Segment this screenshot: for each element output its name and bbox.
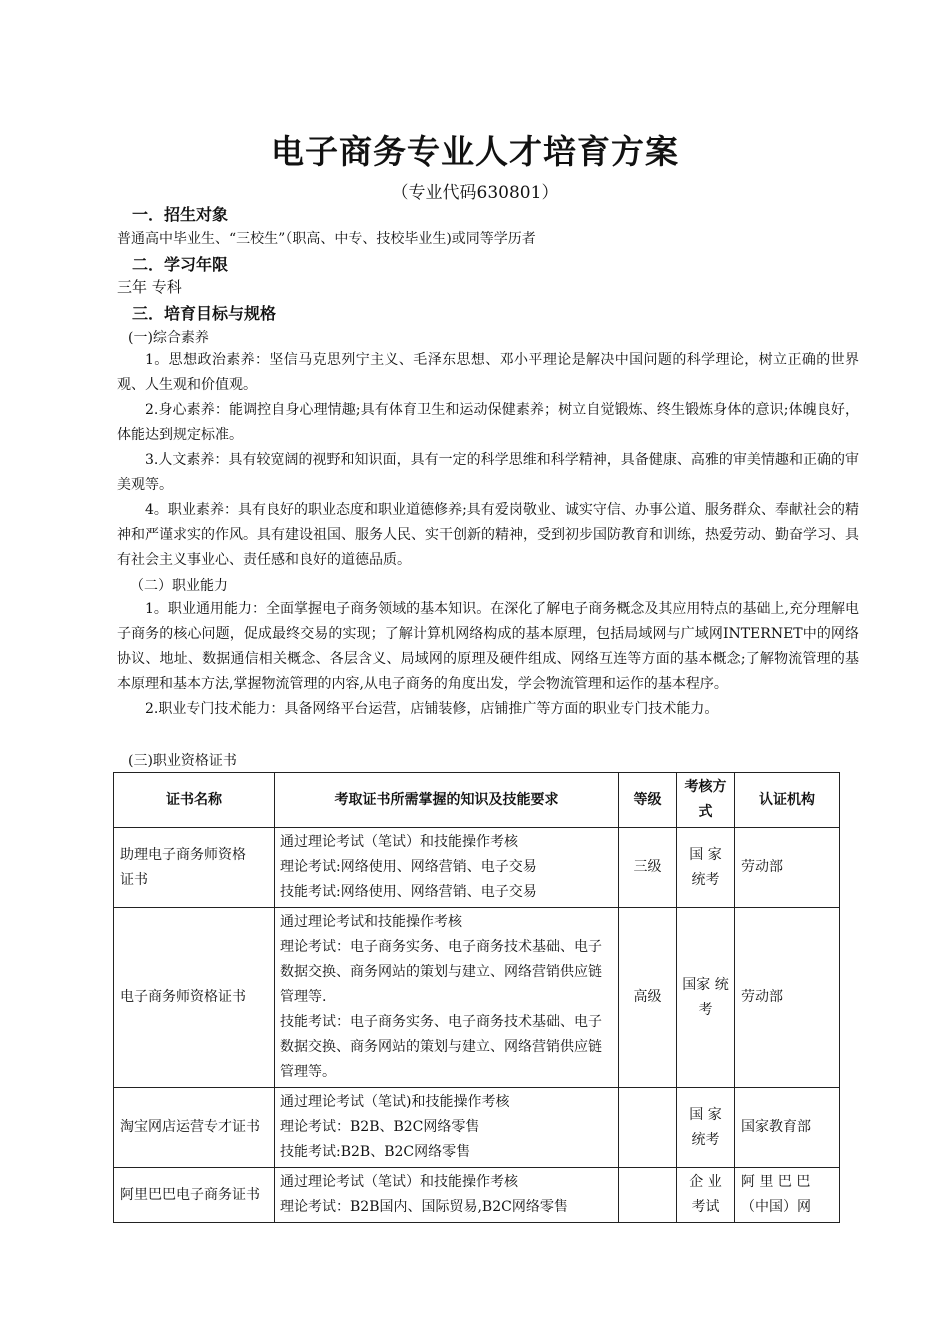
cert-requirements — [275, 1088, 619, 1168]
cert-method: 国家 统考 — [677, 908, 735, 1088]
section-heading-goals: 三．培育目标与规格 — [132, 304, 277, 323]
column-header: 认证机构 — [735, 773, 840, 828]
page-title: 电子商务专业人才培育方案 — [271, 132, 679, 171]
cert-org: 劳动部 — [735, 908, 840, 1088]
requirement-line: 理论考试：B2B、B2C网络零售 — [280, 1119, 480, 1135]
duration-text: 三年 专科 — [117, 278, 182, 296]
paragraph: 3.人文素养：具有较宽阔的视野和知识面，具有一定的科学思维和科学精神，具备健康、高雅的审美情趣和正确的审美观等。 — [117, 452, 859, 493]
table-header-row — [114, 773, 840, 828]
certificate-table — [113, 772, 840, 1223]
cert-org: 阿 里 巴 巴（中国）网 — [735, 1168, 840, 1223]
cert-level — [619, 1168, 677, 1223]
cert-org: 劳动部 — [735, 828, 840, 908]
subsection-vocational: （二）职业能力 — [130, 578, 228, 594]
cert-requirements — [275, 908, 619, 1088]
cert-method: 国 家 统考 — [677, 1088, 735, 1168]
cert-level: 高级 — [619, 908, 677, 1088]
cert-method: 企 业 考试 — [677, 1168, 735, 1223]
requirement-line: 理论考试:网络使用、网络营销、电子交易 — [280, 859, 537, 875]
requirement-line: 技能考试:B2B、B2C网络零售 — [280, 1144, 471, 1160]
section-heading-enrollment: 一．招生对象 — [132, 205, 229, 224]
column-header: 等级 — [619, 773, 677, 828]
subsection-certificates: (三)职业资格证书 — [128, 753, 237, 769]
page-subtitle: （专业代码630801） — [391, 183, 559, 203]
requirement-line: 通过理论考试（笔试)和技能操作考核 — [280, 1094, 510, 1110]
requirement-line: 通过理论考试（笔试）和技能操作考核 — [280, 1174, 518, 1190]
subsection-comprehensive: (一)综合素养 — [128, 330, 209, 346]
cert-level — [619, 1088, 677, 1168]
column-header: 考取证书所需掌握的知识及技能要求 — [275, 773, 619, 828]
cert-requirements — [275, 1168, 619, 1223]
cert-name: 电子商务师资格证书 — [114, 908, 275, 1088]
section-heading-duration: 二．学习年限 — [132, 255, 229, 274]
cert-requirements — [275, 828, 619, 908]
paragraph: 2.职业专门技术能力：具备网络平台运营，店铺装修，店铺推广等方面的职业专门技术能力。 — [145, 701, 719, 717]
requirement-line: 技能考试:网络使用、网络营销、电子交易 — [280, 884, 537, 900]
table-row — [114, 828, 840, 908]
paragraph: 2.身心素养：能调控自身心理情趣;具有体育卫生和运动保健素养；树立自觉锻炼、终生锻炼身体的意识;体魄良好，体能达到规定标准。 — [117, 402, 859, 443]
comprehensive-paragraphs — [117, 348, 859, 573]
cert-method: 国 家 统考 — [677, 828, 735, 908]
cert-org: 国家教育部 — [735, 1088, 840, 1168]
table-row — [114, 1088, 840, 1168]
vocational-paragraphs — [117, 597, 859, 722]
column-header: 考核方式 — [677, 773, 735, 828]
requirement-line: 通过理论考试和技能操作考核 — [280, 914, 462, 930]
paragraph: 4。职业素养：具有良好的职业态度和职业道德修养;具有爱岗敬业、诚实守信、办事公道、服务群众、奉献社会的精神和严谨求实的作风。具有建设祖国、服务人民、实干创新的精神，受到初步国防教育和训练，热爱劳动、勤奋学习、具有社会主义事业心、责任感和良好的道德品质。 — [117, 502, 859, 568]
cert-name: 淘宝网店运营专才证书 — [114, 1088, 275, 1168]
requirement-line: 通过理论考试（笔试）和技能操作考核 — [280, 834, 518, 850]
paragraph: 1。思想政治素养：坚信马克思列宁主义、毛泽东思想、邓小平理论是解决中国问题的科学理论，树立正确的世界观、人生观和价值观。 — [117, 352, 859, 393]
requirement-line: 理论考试：B2B国内、国际贸易,B2C网络零售 — [280, 1199, 568, 1215]
cert-name: 助理电子商务师资格 证书 — [114, 828, 275, 908]
paragraph: 1。职业通用能力：全面掌握电子商务领域的基本知识。在深化了解电子商务概念及其应用特点的基础上,充分理解电子商务的核心问题，促成最终交易的实现；了解计算机网络构成的基本原理，包括局域网与广域网INTERNET中的网络协议、地址、数据通信相关概念、各层含义、局域网的原理及硬件组成、网络互连等方面的基本概念;了解物流管理的基本原理和基本方法,掌握物流管理的内容,从电子商务的角度出发，学会物流管理和运作的基本程序。 — [117, 601, 859, 692]
cert-name: 阿里巴巴电子商务证书 — [114, 1168, 275, 1223]
table-row — [114, 1168, 840, 1223]
table-row — [114, 908, 840, 1088]
cert-level: 三级 — [619, 828, 677, 908]
requirement-line: 理论考试：电子商务实务、电子商务技术基础、电子数据交换、商务网站的策划与建立、网络营销供应链管理等. — [280, 939, 602, 1005]
column-header: 证书名称 — [114, 773, 275, 828]
enrollment-text: 普通高中毕业生、“三校生”（职高、中专、技校毕业生)或同等学历者 — [117, 231, 536, 247]
requirement-line: 技能考试：电子商务实务、电子商务技术基础、电子数据交换、商务网站的策划与建立、网络营销供应链管理等。 — [280, 1014, 602, 1080]
